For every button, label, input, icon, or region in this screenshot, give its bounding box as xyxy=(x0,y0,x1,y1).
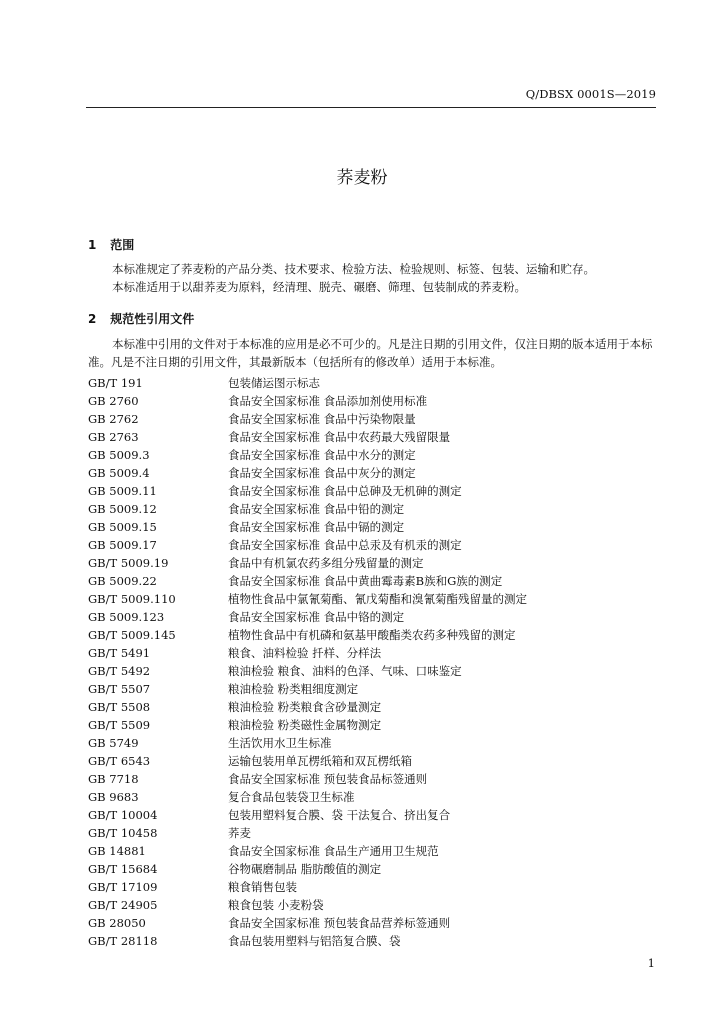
reference-title: 粮食包装 小麦粉袋 xyxy=(228,898,324,912)
reference-title: 食品包装用塑料与铝箔复合膜、袋 xyxy=(228,934,401,948)
reference-title: 植物性食品中有机磷和氨基甲酸酯类农药多种残留的测定 xyxy=(228,628,516,642)
reference-code: GB 2763 xyxy=(88,430,139,444)
reference-title: 食品安全国家标准 食品添加剂使用标准 xyxy=(228,394,428,408)
reference-code: GB 28050 xyxy=(88,916,146,930)
reference-row xyxy=(88,554,656,572)
reference-title: 荞麦 xyxy=(228,826,251,840)
document-code: Q/DBSX 0001S—2019 xyxy=(525,87,656,101)
reference-row xyxy=(88,644,656,662)
reference-title: 粮食、油料检验 扦样、分样法 xyxy=(228,646,382,660)
reference-row xyxy=(88,788,656,806)
reference-code: GB 5009.4 xyxy=(88,466,150,480)
reference-title: 食品安全国家标准 食品中水分的测定 xyxy=(228,448,416,462)
reference-title: 食品安全国家标准 预包装食品营养标签通则 xyxy=(228,916,451,930)
reference-row xyxy=(88,428,656,446)
reference-row xyxy=(88,572,656,590)
reference-code: GB/T 5009.110 xyxy=(88,592,176,606)
section-1-heading xyxy=(88,236,134,253)
reference-row xyxy=(88,842,656,860)
reference-code: GB/T 15684 xyxy=(88,862,158,876)
reference-title: 食品安全国家标准 食品中铬的测定 xyxy=(228,610,405,624)
section-1-paragraph: 本标准规定了荞麦粉的产品分类、技术要求、检验方法、检验规则、标签、包装、运输和贮存。 xyxy=(112,262,595,276)
reference-code: GB 7718 xyxy=(88,772,139,786)
reference-title: 包装用塑料复合膜、袋 干法复合、挤出复合 xyxy=(228,808,451,822)
section-2-heading xyxy=(88,310,194,327)
section-2-intro-text: 本标准中引用的文件对于本标准的应用是必不可少的。凡是注日期的引用文件，仅注日期的版本适用于本标准。凡是不注日期的引用文件，其最新版本（包括所有的修改单）适用于本标准。 xyxy=(88,337,653,369)
reference-row xyxy=(88,680,656,698)
reference-code: GB/T 5491 xyxy=(88,646,151,660)
reference-code: GB 5009.15 xyxy=(88,520,157,534)
reference-code: GB/T 10004 xyxy=(88,808,158,822)
reference-code: GB 2760 xyxy=(88,394,139,408)
reference-title: 食品安全国家标准 食品中铅的测定 xyxy=(228,502,405,516)
reference-title: 运输包装用单瓦楞纸箱和双瓦楞纸箱 xyxy=(228,754,412,768)
reference-row xyxy=(88,698,656,716)
document-title: 荞麦粉 xyxy=(336,168,388,188)
reference-row xyxy=(88,392,656,410)
reference-row xyxy=(88,734,656,752)
reference-list xyxy=(88,374,656,950)
reference-row xyxy=(88,860,656,878)
section-2-number: 2 xyxy=(88,312,97,326)
reference-code: GB/T 5009.145 xyxy=(88,628,176,642)
reference-title: 食品安全国家标准 食品中总砷及无机砷的测定 xyxy=(228,484,462,498)
reference-code: GB 5009.17 xyxy=(88,538,157,552)
reference-row xyxy=(88,464,656,482)
reference-code: GB 2762 xyxy=(88,412,139,426)
page-number: 1 xyxy=(647,956,655,970)
reference-code: GB/T 5492 xyxy=(88,664,151,678)
reference-row xyxy=(88,608,656,626)
reference-title: 粮油检验 粉类粗细度测定 xyxy=(228,682,359,696)
reference-title: 粮油检验 粮食、油料的色泽、气味、口味鉴定 xyxy=(228,664,462,678)
reference-code: GB/T 28118 xyxy=(88,934,158,948)
reference-title: 食品安全国家标准 食品中镉的测定 xyxy=(228,520,405,534)
reference-row xyxy=(88,500,656,518)
reference-code: GB/T 5508 xyxy=(88,700,151,714)
reference-row xyxy=(88,896,656,914)
reference-code: GB/T 191 xyxy=(88,376,143,390)
reference-row xyxy=(88,824,656,842)
reference-code: GB/T 6543 xyxy=(88,754,151,768)
reference-row xyxy=(88,932,656,950)
reference-code: GB/T 5509 xyxy=(88,718,151,732)
reference-title: 粮食销售包装 xyxy=(228,880,297,894)
reference-row xyxy=(88,446,656,464)
reference-code: GB/T 5009.19 xyxy=(88,556,169,570)
reference-row xyxy=(88,374,656,392)
reference-row xyxy=(88,806,656,824)
section-1-title: 范围 xyxy=(110,238,135,252)
reference-row xyxy=(88,536,656,554)
reference-code: GB 5009.12 xyxy=(88,502,157,516)
reference-code: GB/T 5507 xyxy=(88,682,151,696)
reference-title: 包装储运图示标志 xyxy=(228,376,320,390)
reference-code: GB 5009.22 xyxy=(88,574,157,588)
reference-row xyxy=(88,752,656,770)
reference-title: 食品安全国家标准 食品中总汞及有机汞的测定 xyxy=(228,538,462,552)
reference-row xyxy=(88,626,656,644)
reference-row xyxy=(88,482,656,500)
reference-title: 食品安全国家标准 食品中污染物限量 xyxy=(228,412,416,426)
reference-row xyxy=(88,716,656,734)
reference-title: 食品安全国家标准 食品中黄曲霉毒素B族和G族的测定 xyxy=(228,574,503,588)
reference-code: GB 5009.3 xyxy=(88,448,150,462)
reference-code: GB 5749 xyxy=(88,736,139,750)
reference-title: 粮油检验 粉类磁性金属物测定 xyxy=(228,718,382,732)
reference-title: 植物性食品中氯氰菊酯、氰戊菊酯和溴氰菊酯残留量的测定 xyxy=(228,592,527,606)
section-1-number: 1 xyxy=(88,238,97,252)
reference-code: GB 5009.11 xyxy=(88,484,157,498)
reference-title: 谷物碾磨制品 脂肪酸值的测定 xyxy=(228,862,382,876)
header-rule xyxy=(86,107,656,108)
reference-row xyxy=(88,410,656,428)
reference-code: GB/T 24905 xyxy=(88,898,158,912)
reference-title: 复合食品包装袋卫生标准 xyxy=(228,790,355,804)
section-1-paragraph: 本标准适用于以甜荞麦为原料，经清理、脱壳、碾磨、筛理、包装制成的荞麦粉。 xyxy=(112,279,526,294)
reference-row xyxy=(88,518,656,536)
reference-code: GB/T 17109 xyxy=(88,880,158,894)
section-2-intro xyxy=(88,336,656,371)
reference-code: GB 9683 xyxy=(88,790,139,804)
reference-title: 生活饮用水卫生标准 xyxy=(228,736,332,750)
reference-row xyxy=(88,914,656,932)
reference-row xyxy=(88,662,656,680)
reference-title: 食品安全国家标准 预包装食品标签通则 xyxy=(228,772,428,786)
reference-code: GB 14881 xyxy=(88,844,146,858)
reference-code: GB 5009.123 xyxy=(88,610,165,624)
reference-title: 粮油检验 粉类粮食含砂量测定 xyxy=(228,700,382,714)
reference-title: 食品安全国家标准 食品生产通用卫生规范 xyxy=(228,844,439,858)
reference-row xyxy=(88,878,656,896)
reference-code: GB/T 10458 xyxy=(88,826,158,840)
reference-row xyxy=(88,770,656,788)
reference-title: 食品安全国家标准 食品中农药最大残留限量 xyxy=(228,430,451,444)
reference-title: 食品安全国家标准 食品中灰分的测定 xyxy=(228,466,416,480)
section-2-title: 规范性引用文件 xyxy=(110,312,195,326)
reference-row xyxy=(88,590,656,608)
reference-title: 食品中有机氯农药多组分残留量的测定 xyxy=(228,556,424,570)
section-1-body xyxy=(88,261,656,296)
